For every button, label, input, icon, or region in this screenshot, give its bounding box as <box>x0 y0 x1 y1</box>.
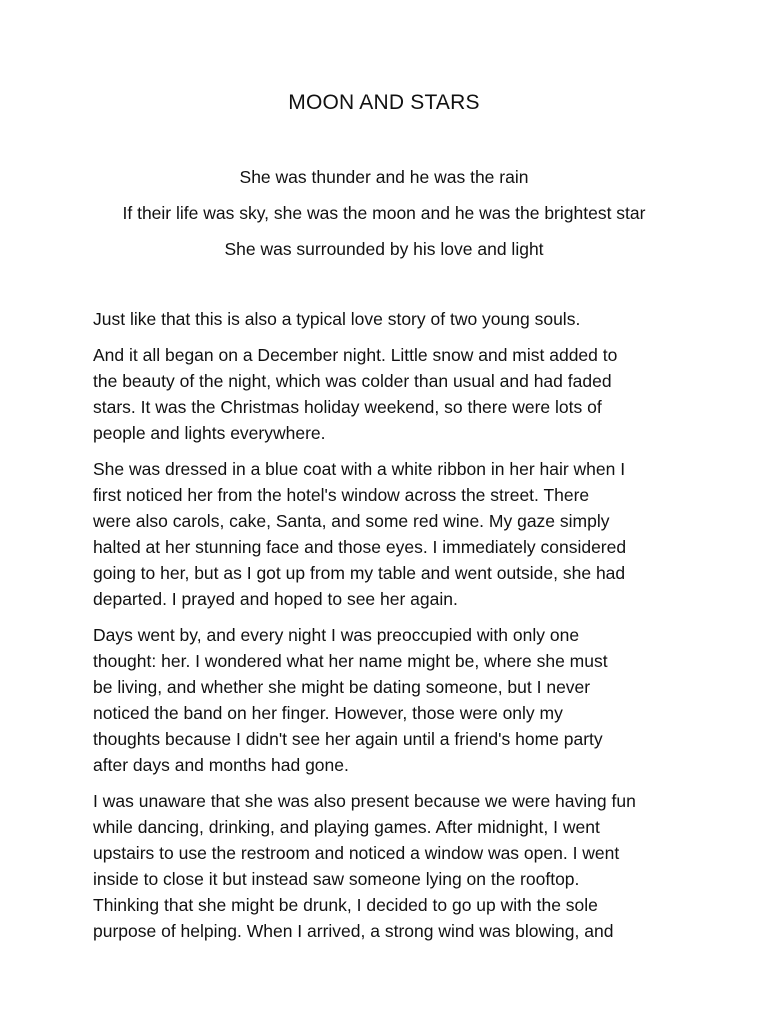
document-title: MOON AND STARS <box>288 91 480 114</box>
story-body <box>93 306 693 954</box>
verse-block <box>0 164 768 272</box>
paragraph: Days went by, and every night I was preoccupied with only one thought: her. I wondered what her name might be, where she must be living, and whether she might be dating someone, but I never noticed the band on her finger. However, those were only my thoughts because I didn't see her again until a friend's home party after days and months had gone. <box>93 625 608 775</box>
paragraph: Just like that this is also a typical love story of two young souls. <box>93 309 581 329</box>
verse-line: If their life was sky, she was the moon and he was the brightest star <box>122 203 646 223</box>
verse-line: She was thunder and he was the rain <box>239 167 529 187</box>
verse-line: She was surrounded by his love and light <box>224 239 544 259</box>
paragraph: I was unaware that she was also present because we were having fun while dancing, drinking, and playing games. After midnight, I went upstairs to use the restroom and noticed a window was open. I went inside to close it but instead saw someone lying on the rooftop. Thinking that she might be drunk, I decided to go up with the sole purpose of helping. When I arrived, a strong wind was blowing, and <box>93 791 636 941</box>
paragraph: She was dressed in a blue coat with a white ribbon in her hair when I first noticed her from the hotel's window across the street. There were also carols, cake, Santa, and some red wine. My gaze simply halted at her stunning face and those eyes. I immediately considered going to her, but as I got up from my table and went outside, she had departed. I prayed and hoped to see her again. <box>93 459 627 609</box>
paragraph: And it all began on a December night. Little snow and mist added to the beauty of the night, which was colder than usual and had faded stars. It was the Christmas holiday weekend, so there were lots of people and lights everywhere. <box>93 345 618 443</box>
